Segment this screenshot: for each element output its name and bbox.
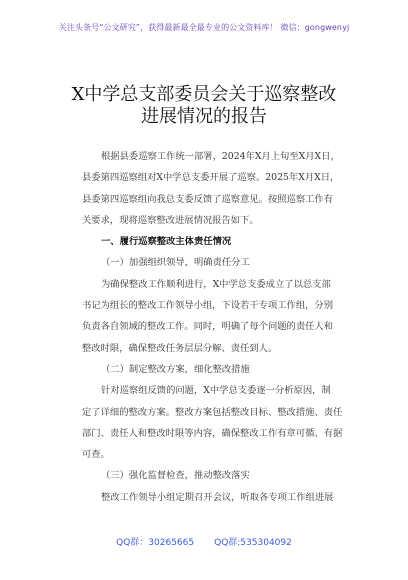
subsection-heading: （二）制定整改方案，细化整改措施 xyxy=(101,363,250,375)
paragraph-line: 定了详细的整改方案。整改方案包括整改目标、整改措施、责任 xyxy=(82,406,343,418)
paragraph-line: 整改工作领导小组定期召开会议，听取各专项工作组进展 xyxy=(101,491,334,503)
document-title-line-1: X中学总支部委员会关于巡察整改 xyxy=(71,84,337,105)
footer-contact xyxy=(0,535,408,548)
paragraph-line: 书记为组长的整改工作领导小组，下设若干专项工作组，分别 xyxy=(82,300,334,312)
paragraph-line: 部门、责任人和整改时限等内容，确保整改工作有章可循、有据 xyxy=(82,427,343,439)
paragraph-line: 针对巡察组反馈的问题，X中学总支委逐一分析原因，制 xyxy=(101,385,331,397)
section-heading: 一、履行巡察整改主体责任情况 xyxy=(101,236,232,248)
subsection-heading: （一）加强组织领导，明确责任分工 xyxy=(101,257,250,269)
paragraph-line: 负责各自领域的整改工作。同时，明确了每个问题的责任人和 xyxy=(82,321,334,333)
paragraph-line: 根据县委巡察工作统一部署，2024年X月上旬至X月X日， xyxy=(101,151,340,162)
paragraph-line: 县委第四巡察组向我总支委反馈了巡察意见。按照巡察工作有 xyxy=(82,193,334,205)
qq-group-2: QQ群:535304092 xyxy=(214,538,292,548)
paragraph-line: 为确保整改工作顺利进行，X中学总支委成立了以总支部 xyxy=(101,278,331,290)
document-title-line-2: 进展情况的报告 xyxy=(141,106,267,127)
subsection-heading: （三）强化监督检查，推动整改落实 xyxy=(101,470,250,482)
document-body xyxy=(82,146,366,508)
paragraph-line: 可查。 xyxy=(82,449,110,461)
qq-group-1: QQ群：30265665 xyxy=(116,538,195,548)
paragraph-line: 县委第四巡察组对X中学总支委开展了巡察。2025年X月X日， xyxy=(82,172,340,184)
paragraph-line: 关要求，现将巡察整改进展情况报告如下。 xyxy=(82,214,259,226)
paragraph-line: 整改时限，确保整改任务层层分解、责任到人。 xyxy=(82,342,278,354)
promo-banner: 关注头条号“公文研究”，获得最新最全最专业的公文资料库！ 微信：gongwenyj xyxy=(58,23,350,32)
